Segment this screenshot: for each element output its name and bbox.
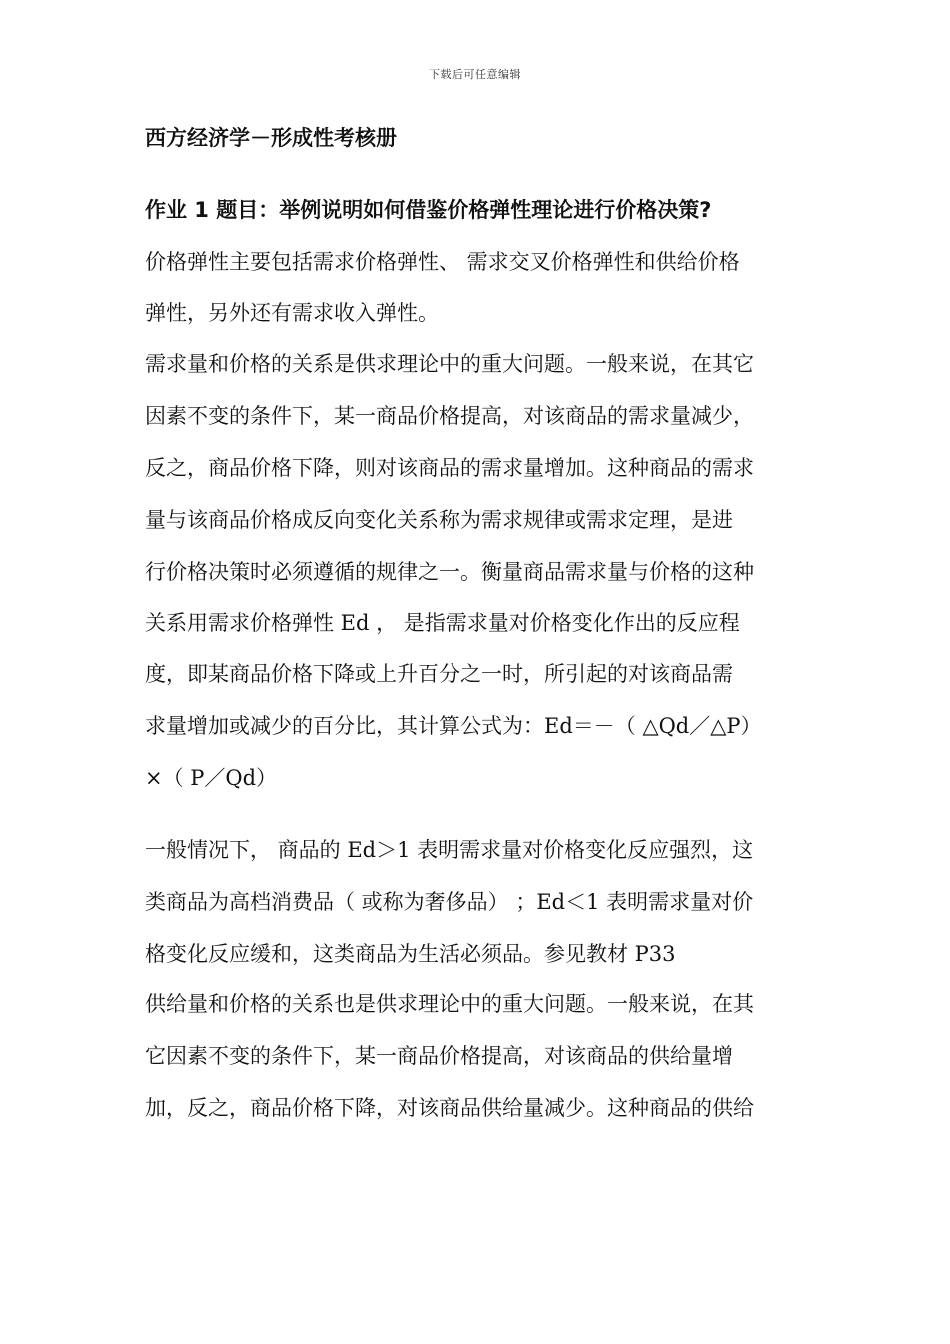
body-line: 因素不变的条件下，某一商品价格提高，对该商品的需求量减少，: [145, 404, 754, 428]
body-line: 行价格决策时必须遵循的规律之一。衡量商品需求量与价格的这种: [145, 560, 754, 584]
body-line: 它因素不变的条件下，某一商品价格提高，对该商品的供给量增: [145, 1044, 733, 1068]
body-line: 度，即某商品价格下降或上升百分之一时，所引起的对该商品需: [145, 662, 733, 686]
body-line: ×（ P／Qd）: [145, 766, 278, 790]
body-line: 格变化反应缓和，这类商品为生活必须品。参见教材 P33: [145, 942, 676, 966]
assignment-title: 作业 1 题目：举例说明如何借鉴价格弹性理论进行价格决策?: [145, 198, 712, 222]
body-line: 弹性，另外还有需求收入弹性。: [145, 301, 439, 325]
header-note: 下载后可任意编辑: [429, 68, 521, 81]
body-line: 需求量和价格的关系是供求理论中的重大问题。一般来说，在其它: [145, 352, 754, 376]
body-line: 量与该商品价格成反向变化关系称为需求规律或需求定理，是进: [145, 508, 733, 532]
document-title: 西方经济学－形成性考核册: [145, 126, 397, 150]
body-line: 反之，商品价格下降，则对该商品的需求量增加。这种商品的需求: [145, 456, 754, 480]
body-line: 价格弹性主要包括需求价格弹性、 需求交叉价格弹性和供给价格: [145, 250, 740, 274]
body-line: 一般情况下， 商品的 Ed＞1 表明需求量对价格变化反应强烈，这: [145, 838, 754, 862]
body-line: 关系用需求价格弹性 Ed ， 是指需求量对价格变化作出的反应程: [145, 611, 740, 635]
body-line: 求量增加或减少的百分比，其计算公式为：Ed＝－（ △Qd／△P）: [145, 714, 762, 738]
body-line: 供给量和价格的关系也是供求理论中的重大问题。一般来说，在其: [145, 992, 754, 1016]
body-line: 类商品为高档消费品（ 或称为奢侈品） ；Ed＜1 表明需求量对价: [145, 890, 754, 914]
body-line: 加，反之，商品价格下降，对该商品供给量减少。这种商品的供给: [145, 1096, 754, 1120]
